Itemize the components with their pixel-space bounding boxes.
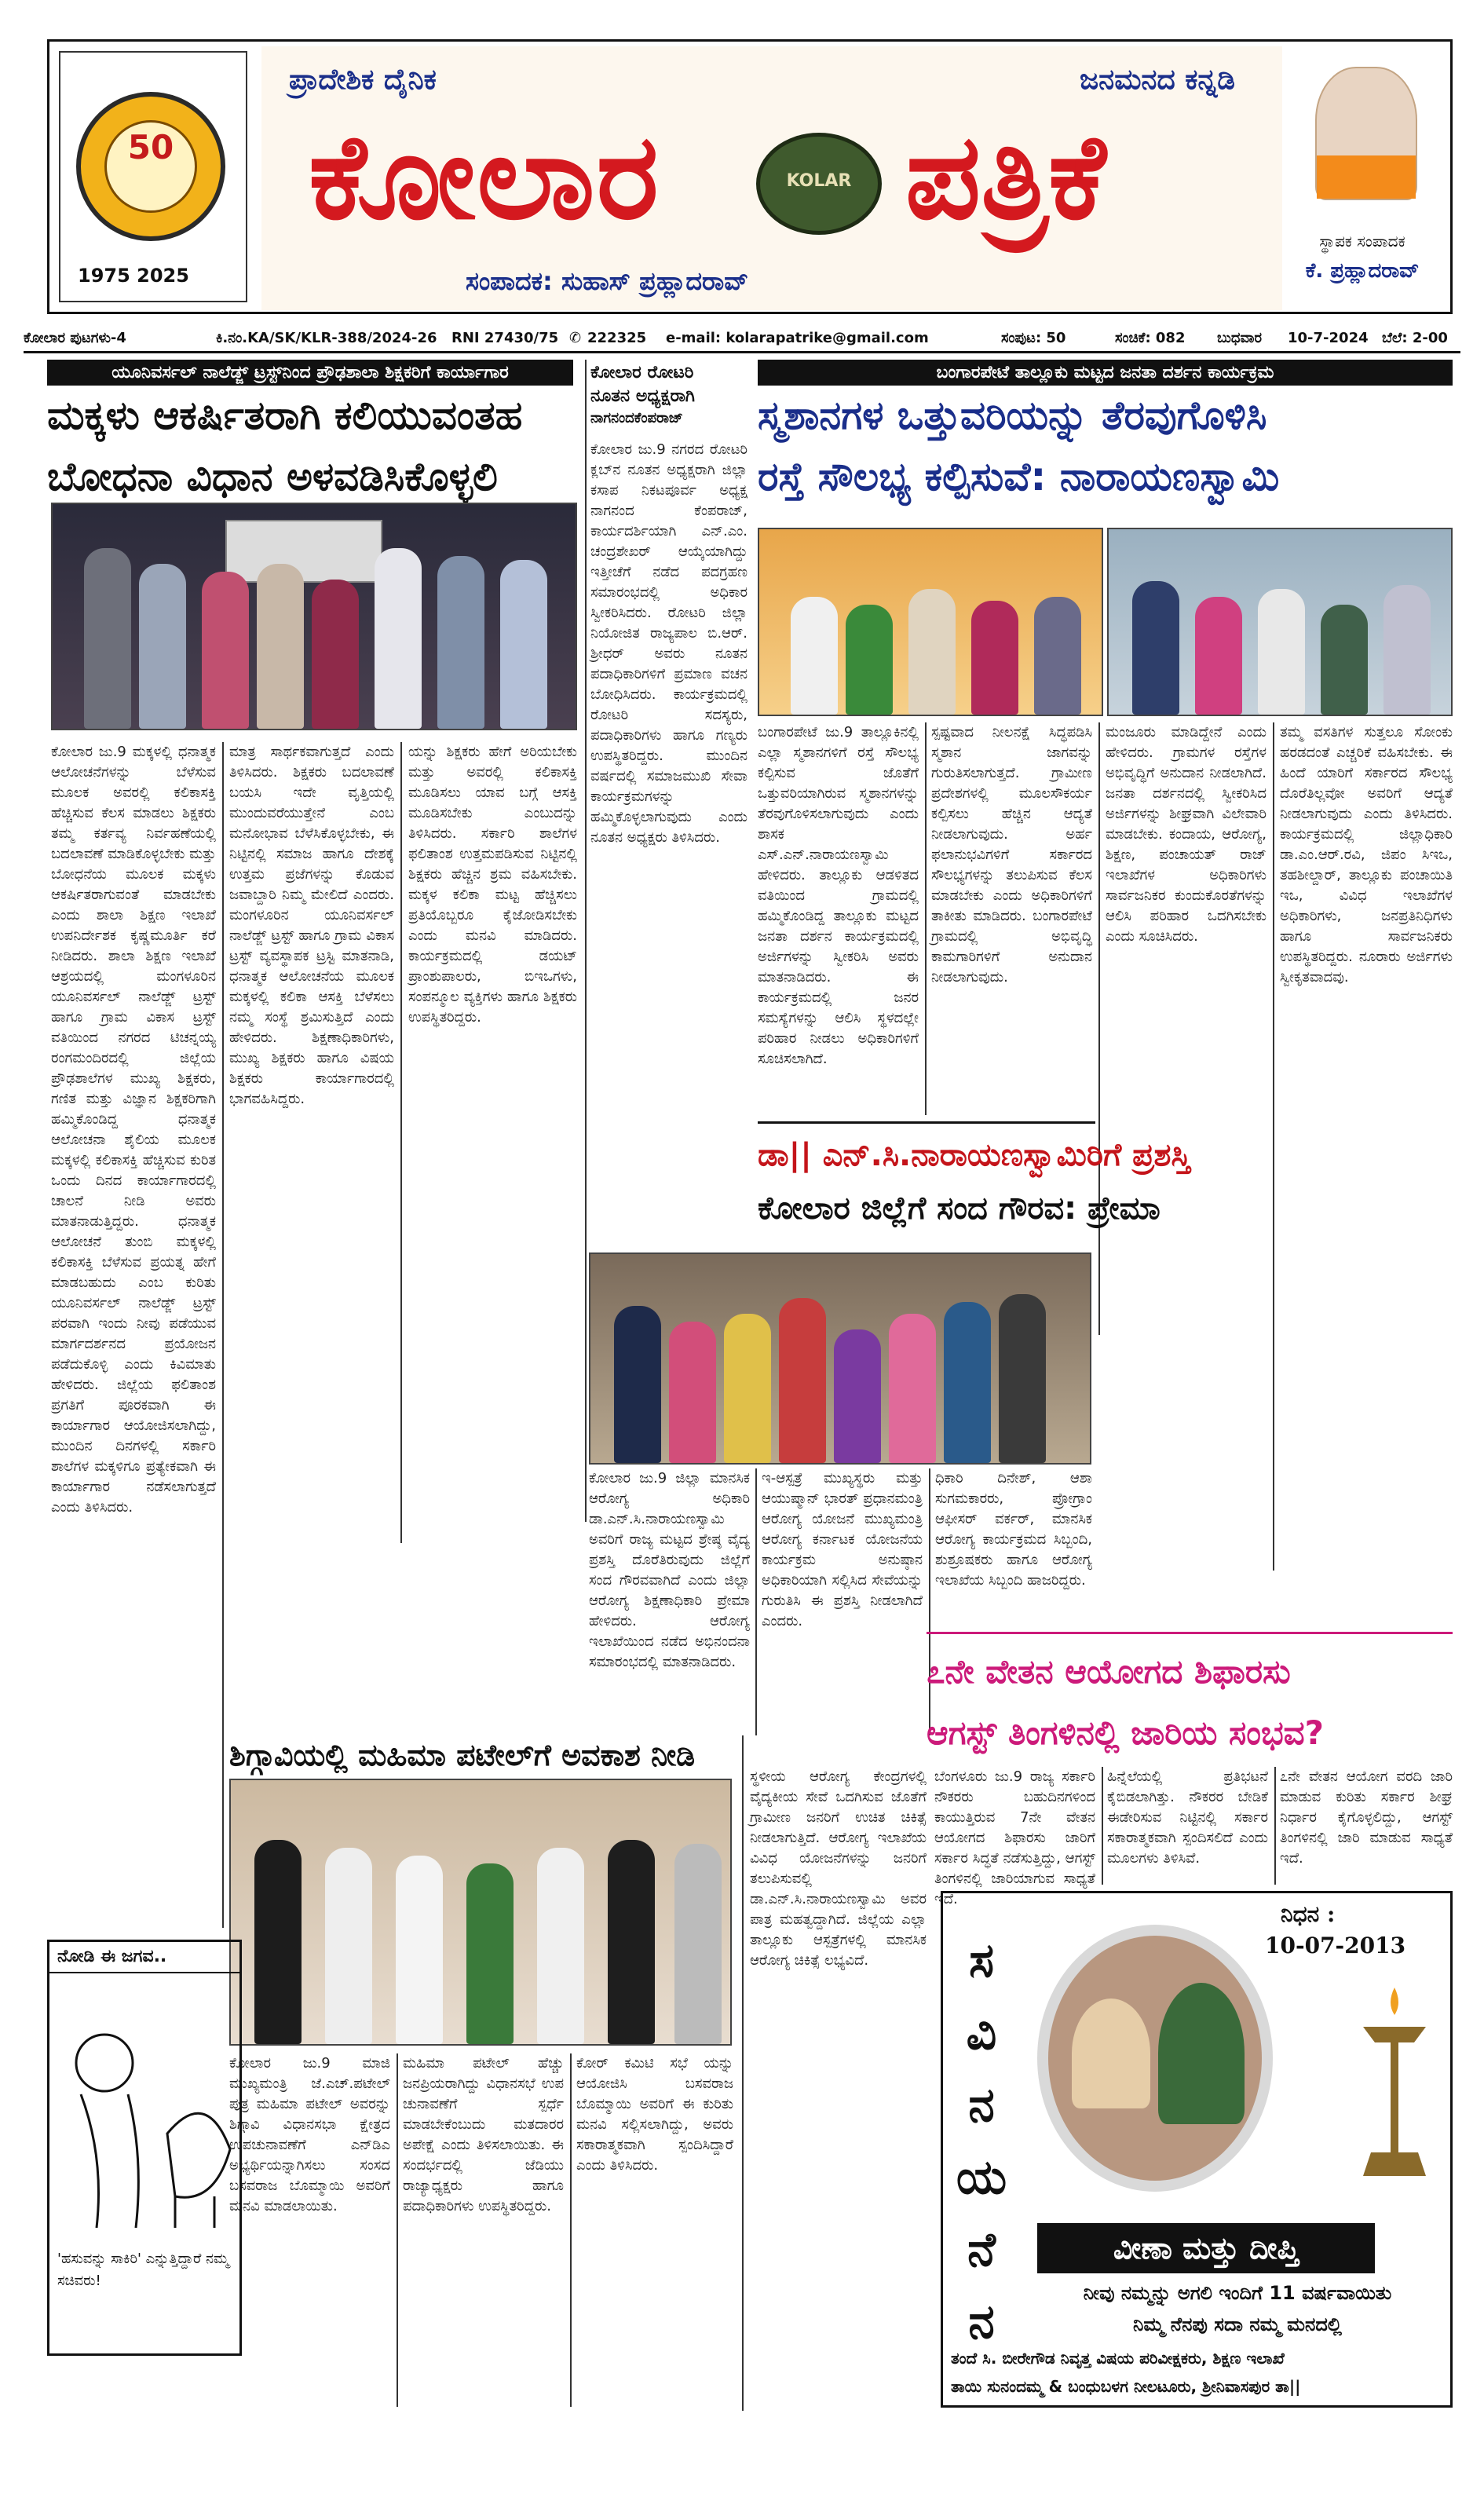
story2-col4: ತಮ್ಮ ವಸತಿಗಳ ಸುತ್ತಲೂ ಸೋಂಕು ಹರಡದಂತೆ ಎಚ್ಚರಿಕೆ ವಹಿಸಬೇಕು. ಈ ಹಿಂದೆ ಯಾರಿಗೆ ಸರ್ಕಾರದ ಸೌಲಭ್ಯ ದೊರೆತಿಲ್ಲವೋ ಅವರಿಗೆ ಆದ್ಯತೆ ನೀಡಲಾಗುವುದು ಎಂದು ತಿಳಿಸಿದರು. ಕಾರ್ಯಕ್ರಮದಲ್ಲಿ ಜಿಲ್ಲಾಧಿಕಾರಿ ಡಾ.ಎಂ.ಆರ್.ರವಿ, ಜಿಪಂ ಸಿಇಒ, ತಹಶೀಲ್ದಾರ್, ತಾಲ್ಲೂಕು ಪಂಚಾಯಿತಿ ಇಒ, ವಿವಿಧ ಇಲಾಖೆಗಳ ಅಧಿಕಾರಿಗಳು, ಜನಪ್ರತಿನಿಧಿಗಳು ಹಾಗೂ ಸಾರ್ವಜನಿಕರು ಉಪಸ್ಥಿತರಿದ್ದರು. ನೂರಾರು ಅರ್ಜಿಗಳು ಸ್ವೀಕೃತವಾದವು. <box>1280 724 1453 986</box>
story5-col1: ಬೆಂಗಳೂರು ಜು.9 ರಾಜ್ಯ ಸರ್ಕಾರಿ ನೌಕರರು ಬಹುದಿನಗಳಿಂದ ಕಾಯುತ್ತಿರುವ 7ನೇ ವೇತನ ಆಯೋಗದ ಶಿಫಾರಸು ಜಾರಿಗೆ ಸರ್ಕಾರ ಸಿದ್ಧತೆ ನಡೆಸುತ್ತಿದ್ದು, ಆಗಸ್ಟ್ ತಿಂಗಳಿನಲ್ಲಿ ಜಾರಿಯಾಗುವ ಸಾಧ್ಯತೆ ಇದೆ. <box>934 1768 1095 1907</box>
nameplate <box>261 46 1282 310</box>
memorial-date: 10-07-2013 <box>1265 1933 1406 1958</box>
registration: ಕಿ.ನಂ.KA/SK/KLR-388/2024-26 <box>216 330 437 346</box>
story3-headline-1: ಡಾ|| ಎನ್.ಸಿ.ನಾರಾಯಣಸ್ವಾಮಿರಿಗೆ ಪ್ರಶಸ್ತಿ <box>758 1137 1191 1173</box>
story3-photo <box>589 1252 1091 1465</box>
story4-col1: ಕೋಲಾರ ಜು.9 ಮಾಜಿ ಮುಖ್ಯಮಂತ್ರಿ ಜೆ.ಎಚ್.ಪಟೇಲ್ ಪುತ್ರ ಮಹಿಮಾ ಪಟೇಲ್ ಅವರನ್ನು ಶಿಗ್ಗಾವಿ ವಿಧಾನಸಭಾ ಕ್ಷೇತ್ರದ ಉಪಚುನಾವಣೆಗೆ ಎನ್‌ಡಿಎ ಅಭ್ಯರ್ಥಿಯನ್ನಾಗಿಸಲು ಸಂಸದ ಬಸವರಾಜ ಬೊಮ್ಮಾಯಿ ಅವರಿಗೆ ಮನವಿ ಮಾಡಲಾಯಿತು. <box>229 2055 390 2214</box>
story5-headline-1: ೭ನೇ ವೇತನ ಆಯೋಗದ ಶಿಫಾರಸು <box>927 1652 1291 1691</box>
rotary-kicker-3: ನಾಗನಂದಕೆಂಪರಾಜ್ <box>590 410 683 426</box>
story2-photo-1 <box>758 528 1103 716</box>
story2-col2: ಸ್ಪಷ್ಟವಾದ ನೀಲನಕ್ಷೆ ಸಿದ್ಧಪಡಿಸಿ ಸ್ಮಶಾನ ಜಾಗವನ್ನು ಗುರುತಿಸಲಾಗುತ್ತದೆ. ಗ್ರಾಮೀಣ ಪ್ರದೇಶಗಳಲ್ಲಿ ಮೂಲಸೌಕರ್ಯ ಕಲ್ಪಿಸಲು ಹೆಚ್ಚಿನ ಆದ್ಯತೆ ನೀಡಲಾಗುವುದು. ಅರ್ಹ ಫಲಾನುಭವಿಗಳಿಗೆ ಸರ್ಕಾರದ ಸೌಲಭ್ಯಗಳನ್ನು ತಲುಪಿಸುವ ಕೆಲಸ ಮಾಡಬೇಕು ಎಂದು ಅಧಿಕಾರಿಗಳಿಗೆ ತಾಕೀತು ಮಾಡಿದರು. ಬಂಗಾರಪೇಟೆ ಗ್ರಾಮದಲ್ಲಿ ಅಭಿವೃದ್ಧಿ ಕಾಮಗಾರಿಗಳಿಗೆ ಅನುದಾನ ನೀಡಲಾಗುವುದು. <box>931 724 1092 986</box>
volume: ಸಂಪುಟ: 50 <box>1001 330 1066 346</box>
memorial-footer-1: ತಂದೆ ಸಿ. ಬೀರೇಗೌಡ ನಿವೃತ್ತ ವಿಷಯ ಪರಿವೀಕ್ಷಕರು, ಶಿಕ್ಷಣ ಇಲಾಖೆ <box>951 2349 1285 2368</box>
story5-body: ಸ್ಥಳೀಯ ಆರೋಗ್ಯ ಕೇಂದ್ರಗಳಲ್ಲಿ ವೈದ್ಯಕೀಯ ಸೇವೆ ಒದಗಿಸುವ ಜೊತೆಗೆ ಗ್ರಾಮೀಣ ಜನರಿಗೆ ಉಚಿತ ಚಿಕಿತ್ಸೆ ನೀಡಲಾಗುತ್ತಿದೆ. ಆರೋಗ್ಯ ಇಲಾಖೆಯ ವಿವಿಧ ಯೋಜನೆಗಳನ್ನು ಜನರಿಗೆ ತಲುಪಿಸುವಲ್ಲಿ ಡಾ.ಎನ್.ಸಿ.ನಾರಾಯಣಸ್ವಾಮಿ ಅವರ ಪಾತ್ರ ಮಹತ್ವದ್ದಾಗಿದೆ. ಜಿಲ್ಲೆಯ ಎಲ್ಲಾ ತಾಲ್ಲೂಕು ಆಸ್ಪತ್ರೆಗಳಲ್ಲಿ ಮಾನಸಿಕ ಆರೋಗ್ಯ ಚಿಕಿತ್ಸೆ ಲಭ್ಯವಿದೆ. <box>750 1768 927 1969</box>
rotary-kicker-2: ನೂತನ ಅಧ್ಯಕ್ಷರಾಗಿ <box>590 386 695 406</box>
golden-jubilee-logo <box>59 51 247 302</box>
memorial-photo <box>1037 1925 1273 2192</box>
rotary-kicker-1: ಕೋಲಾರ ರೋಟರಿ <box>590 363 694 382</box>
oil-lamp-icon <box>1351 1980 1438 2184</box>
price: ಬೆಲೆ: 2-00 <box>1382 330 1448 346</box>
memorial-date-label: ನಿಧನ : <box>1281 1901 1336 1927</box>
story1-col1: ಕೋಲಾರ ಜು.9 ಮಕ್ಕಳಲ್ಲಿ ಧನಾತ್ಮಕ ಆಲೋಚನೆಗಳನ್ನು ಬೆಳೆಸುವ ಮೂಲಕ ಅವರಲ್ಲಿ ಕಲಿಕಾಸಕ್ತಿ ಹೆಚ್ಚಿಸುವ ಕೆಲಸ ಮಾಡಲು ಶಿಕ್ಷಕರು ತಮ್ಮ ಕರ್ತವ್ಯ ನಿರ್ವಹಣೆಯಲ್ಲಿ ಬದಲಾವಣೆ ಮಾಡಿಕೊಳ್ಳಬೇಕು ಮತ್ತು ಬೋಧನೆಯ ಮೂಲಕ ಮಕ್ಕಳು ಆಕರ್ಷಿತರಾಗುವಂತೆ ಮಾಡಬೇಕು ಎಂದು ಶಾಲಾ ಶಿಕ್ಷಣ ಇಲಾಖೆ ಉಪನಿರ್ದೇಶಕ ಕೃಷ್ಣಮೂರ್ತಿ ಕರೆ ನೀಡಿದರು. ಶಾಲಾ ಶಿಕ್ಷಣ ಇಲಾಖೆ ಆಶ್ರಯದಲ್ಲಿ ಮಂಗಳೂರಿನ ಯೂನಿವರ್ಸಲ್ ನಾಲೆಡ್ಜ್ ಟ್ರಸ್ಟ್ ಹಾಗೂ ಗ್ರಾಮ ವಿಕಾಸ ಟ್ರಸ್ಟ್ ವತಿಯಿಂದ ನಗರದ ಟಿಚನ್ನಯ್ಯ ರಂಗಮಂದಿರದಲ್ಲಿ ಜಿಲ್ಲೆಯ ಪ್ರೌಢಶಾಲೆಗಳ ಮುಖ್ಯ ಶಿಕ್ಷಕರು, ಗಣಿತ ಮತ್ತು ವಿಜ್ಞಾನ ಶಿಕ್ಷಕರಿಗಾಗಿ ಹಮ್ಮಿಕೊಂಡಿದ್ದ ಧನಾತ್ಮಕ ಆಲೋಚನಾ ಶೈಲಿಯ ಮೂಲಕ ಮಕ್ಕಳಲ್ಲಿ ಕಲಿಕಾಸಕ್ತಿ ಹೆಚ್ಚಿಸುವ ಕುರಿತ ಒಂದು ದಿನದ ಕಾರ್ಯಾಗಾರದಲ್ಲಿ ಚಾಲನೆ ನೀಡಿ ಅವರು ಮಾತನಾಡುತ್ತಿದ್ದರು. ಧನಾತ್ಮಕ ಆಲೋಚನೆ ತುಂಬಿ ಮಕ್ಕಳಲ್ಲಿ ಕಲಿಕಾಸಕ್ತಿ ಬೆಳೆಸುವ ಪ್ರಯತ್ನ ಹೇಗೆ ಮಾಡಬಹುದು ಎಂಬ ಕುರಿತು ಯೂನಿವರ್ಸಲ್ ನಾಲೆಡ್ಜ್ ಟ್ರಸ್ಟ್ ಪರವಾಗಿ ಇಂದು ನೀವು ಪಡೆಯುವ ಮಾರ್ಗದರ್ಶನದ ಪ್ರಯೋಜನ ಪಡೆದುಕೊಳ್ಳಿ ಎಂದು ಕಿವಿಮಾತು ಹೇಳಿದರು. ಜಿಲ್ಲೆಯ ಫಲಿತಾಂಶ ಪ್ರಗತಿಗೆ ಪೂರಕವಾಗಿ ಈ ಕಾರ್ಯಾಗಾರ ಆಯೋಜಿಸಲಾಗಿದ್ದು, ಮುಂದಿನ ದಿನಗಳಲ್ಲಿ ಸರ್ಕಾರಿ ಶಾಲೆಗಳ ಮಕ್ಕಳಿಗೂ ಪ್ರತ್ಯೇಕವಾಗಿ ಈ ಕಾರ್ಯಾಗಾರ ನಡೆಸಲಾಗುತ್ತದೆ ಎಂದು ತಿಳಿಸಿದರು. <box>51 744 216 1516</box>
memorial-footer-2: ತಾಯಿ ಸುನಂದಮ್ಮ & ಬಂಧುಬಳಗ ನೀಲಟೂರು, ಶ್ರೀನಿವಾಸಪುರ ತಾ|| <box>951 2377 1301 2396</box>
editor-line: ಸಂಪಾದಕ: ಸುಹಾಸ್ ಪ್ರಹ್ಲಾದರಾವ್ <box>466 266 749 296</box>
dateline-bar <box>24 324 1460 353</box>
phone: 222325 <box>587 330 647 346</box>
story1-col2: ಮಾತ್ರ ಸಾರ್ಥಕವಾಗುತ್ತದೆ ಎಂದು ತಿಳಿಸಿದರು. ಶಿಕ್ಷಕರು ಬದಲಾವಣೆ ಬಯಸಿ ಇದೇ ವೃತ್ತಿಯಲ್ಲಿ ಮುಂದುವರೆಯುತ್ತೇನೆ ಎಂಬ ಮನೋಭಾವ ಬೆಳೆಸಿಕೊಳ್ಳಬೇಕು, ಈ ನಿಟ್ಟಿನಲ್ಲಿ ಸಮಾಜ ಹಾಗೂ ದೇಶಕ್ಕೆ ಉತ್ತಮ ಪ್ರಜೆಗಳನ್ನು ಕೊಡುವ ಜವಾಬ್ದಾರಿ ನಿಮ್ಮ ಮೇಲಿದೆ ಎಂದರು. ಮಂಗಳೂರಿನ ಯೂನಿವರ್ಸಲ್ ನಾಲೆಡ್ಜ್ ಟ್ರಸ್ಟ್ ಹಾಗೂ ಗ್ರಾಮ ವಿಕಾಸ ಟ್ರಸ್ಟ್ ವ್ಯವಸ್ಥಾಪಕ ಟ್ರಸ್ಟಿ ಮಾತನಾಡಿ, ಧನಾತ್ಮಕ ಆಲೋಚನೆಯ ಮೂಲಕ ಮಕ್ಕಳಲ್ಲಿ ಕಲಿಕಾ ಆಸಕ್ತಿ ಬೆಳೆಸಲು ನಮ್ಮ ಸಂಸ್ಥೆ ಶ್ರಮಿಸುತ್ತಿದೆ ಎಂದು ಹೇಳಿದರು. ಶಿಕ್ಷಣಾಧಿಕಾರಿಗಳು, ಮುಖ್ಯ ಶಿಕ್ಷಕರು ಹಾಗೂ ವಿಷಯ ಶಿಕ್ಷಕರು ಕಾರ್ಯಾಗಾರದಲ್ಲಿ ಭಾಗವಹಿಸಿದ್ದರು. <box>229 744 394 1107</box>
rni: RNI 27430/75 <box>451 330 559 346</box>
issue: ಸಂಚಿಕೆ: 082 <box>1115 330 1186 346</box>
phone-icon: ✆ <box>569 330 582 346</box>
story1-col3: ಯನ್ನು ಶಿಕ್ಷಕರು ಹೇಗೆ ಅರಿಯಬೇಕು ಮತ್ತು ಅವರಲ್ಲಿ ಕಲಿಕಾಸಕ್ತಿ ಮೂಡಿಸಲು ಯಾವ ಬಗ್ಗೆ ಆಸಕ್ತಿ ಮೂಡಿಸಬೇಕು ಎಂಬುದನ್ನು ತಿಳಿಸಿದರು. ಸರ್ಕಾರಿ ಶಾಲೆಗಳ ಫಲಿತಾಂಶ ಉತ್ತಮಪಡಿಸುವ ನಿಟ್ಟಿನಲ್ಲಿ ಶಿಕ್ಷಕರು ಹೆಚ್ಚಿನ ಶ್ರಮ ವಹಿಸಬೇಕು. ಮಕ್ಕಳ ಕಲಿಕಾ ಮಟ್ಟ ಹೆಚ್ಚಿಸಲು ಪ್ರತಿಯೊಬ್ಬರೂ ಕೈಜೋಡಿಸಬೇಕು ಎಂದು ಮನವಿ ಮಾಡಿದರು. ಕಾರ್ಯಕ್ರಮದಲ್ಲಿ ಡಯಟ್ ಪ್ರಾಂಶುಪಾಲರು, ಬಿಇಒಗಳು, ಸಂಪನ್ಮೂಲ ವ್ಯಕ್ತಿಗಳು ಹಾಗೂ ಶಿಕ್ಷಕರು ಉಪಸ್ಥಿತರಿದ್ದರು. <box>408 744 577 1026</box>
story1-headline-1: ಮಕ್ಕಳು ಆಕರ್ಷಿತರಾಗಿ ಕಲಿಯುವಂತಹ <box>47 393 523 438</box>
story2-col3: ಮಂಜೂರು ಮಾಡಿದ್ದೇನೆ ಎಂದು ಹೇಳಿದರು. ಗ್ರಾಮಗಳ ರಸ್ತೆಗಳ ಅಭಿವೃದ್ಧಿಗೆ ಅನುದಾನ ನೀಡಲಾಗಿದೆ. ಜನತಾ ದರ್ಶನದಲ್ಲಿ ಸ್ವೀಕರಿಸಿದ ಅರ್ಜಿಗಳನ್ನು ಶೀಘ್ರವಾಗಿ ವಿಲೇವಾರಿ ಮಾಡಬೇಕು. ಕಂದಾಯ, ಆರೋಗ್ಯ, ಶಿಕ್ಷಣ, ಪಂಚಾಯತ್ ರಾಜ್ ಇಲಾಖೆಗಳ ಅಧಿಕಾರಿಗಳು ಸಾರ್ವಜನಿಕರ ಕುಂದುಕೊರತೆಗಳನ್ನು ಆಲಿಸಿ ಪರಿಹಾರ ಒದಗಿಸಬೇಕು ಎಂದು ಸೂಚಿಸಿದರು. <box>1106 724 1267 945</box>
story2-headline-2: ರಸ್ತೆ ಸೌಲಭ್ಯ ಕಲ್ಪಿಸುವೆ: ನಾರಾಯಣಸ್ವಾಮಿ <box>758 454 1280 499</box>
story2-headline-1: ಸ್ಮಶಾನಗಳ ಒತ್ತುವರಿಯನ್ನು ತೆರವುಗೊಳಿಸಿ <box>758 393 1267 438</box>
memorial-names: ವೀಣಾ ಮತ್ತು ದೀಪ್ತಿ <box>1037 2223 1375 2273</box>
memorial-vertical-text: ಸ ವಿ ನ ಯ ನೆ ನ <box>956 1933 1007 2350</box>
memorial-ad <box>941 1891 1453 2408</box>
tagline-left: ಪ್ರಾದೇಶಿಕ ದೈನಿಕ <box>289 64 437 96</box>
tagline-right: ಜನಮನದ ಕನ್ನಡಿ <box>1079 64 1235 96</box>
paper-title-left: ಕೋಲಾರ <box>309 109 660 246</box>
story4-col3: ಕೋರ್ ಕಮಿಟಿ ಸಭೆ ಯನ್ನು ಆಯೋಜಿಸಿ ಬಸವರಾಜ ಬೊಮ್ಮಾಯಿ ಅವರಿಗೆ ಈ ಕುರಿತು ಮನವಿ ಸಲ್ಲಿಸಲಾಗಿದ್ದು, ಅವರು ಸಕಾರಾತ್ಮಕವಾಗಿ ಸ್ಪಂದಿಸಿದ್ದಾರೆ ಎಂದು ತಿಳಿಸಿದರು. <box>576 2055 733 2174</box>
story2-col1: ಬಂಗಾರಪೇಟೆ ಜು.9 ತಾಲ್ಲೂಕಿನಲ್ಲಿ ಎಲ್ಲಾ ಸ್ಮಶಾನಗಳಿಗೆ ರಸ್ತೆ ಸೌಲಭ್ಯ ಕಲ್ಪಿಸುವ ಜೊತೆಗೆ ಒತ್ತುವರಿಯಾಗಿರುವ ಸ್ಮಶಾನಗಳನ್ನು ತೆರವುಗೊಳಿಸಲಾಗುವುದು ಎಂದು ಶಾಸಕ ಎಸ್.ಎನ್.ನಾರಾಯಣಸ್ವಾಮಿ ಹೇಳಿದರು. ತಾಲ್ಲೂಕು ಆಡಳಿತದ ವತಿಯಿಂದ ಗ್ರಾಮದಲ್ಲಿ ಹಮ್ಮಿಕೊಂಡಿದ್ದ ತಾಲ್ಲೂಕು ಮಟ್ಟದ ಜನತಾ ದರ್ಶನ ಕಾರ್ಯಕ್ರಮದಲ್ಲಿ ಅರ್ಜಿಗಳನ್ನು ಸ್ವೀಕರಿಸಿ ಅವರು ಮಾತನಾಡಿದರು. ಈ ಕಾರ್ಯಕ್ರಮದಲ್ಲಿ ಜನರ ಸಮಸ್ಯೆಗಳನ್ನು ಆಲಿಸಿ ಸ್ಥಳದಲ್ಲೇ ಪರಿಹಾರ ನೀಡಲು ಅಧಿಕಾರಿಗಳಿಗೆ ಸೂಚಿಸಲಾಗಿದೆ. <box>758 724 919 1067</box>
cartoon-caption: 'ಹಸುವನ್ನು ಸಾಕಿರಿ' ಎನ್ನುತ್ತಿದ್ದಾರೆ ನಮ್ಮ ಸಚಿವರು! <box>57 2251 229 2289</box>
email: e-mail: kolarapatrike@gmail.com <box>666 330 929 346</box>
story4-col2: ಮಹಿಮಾ ಪಟೇಲ್ ಹೆಚ್ಚು ಜನಪ್ರಿಯರಾಗಿದ್ದು ವಿಧಾನಸಭೆ ಉಪ ಚುನಾವಣೆಗೆ ಸ್ಪರ್ಧೆ ಮಾಡಬೇಕೆಂಬುದು ಮತದಾರರ ಅಪೇಕ್ಷೆ ಎಂದು ತಿಳಿಸಲಾಯಿತು. ಈ ಸಂದರ್ಭದಲ್ಲಿ ಜೆಡಿಯು ರಾಜ್ಯಾಧ್ಯಕ್ಷರು ಹಾಗೂ ಪದಾಧಿಕಾರಿಗಳು ಉಪಸ್ಥಿತರಿದ್ದರು. <box>403 2055 564 2214</box>
founder-box <box>1284 51 1441 302</box>
story3-col1: ಕೋಲಾರ ಜು.9 ಜಿಲ್ಲಾ ಮಾನಸಿಕ ಆರೋಗ್ಯ ಅಧಿಕಾರಿ ಡಾ.ಎನ್.ಸಿ.ನಾರಾಯಣಸ್ವಾಮಿ ಅವರಿಗೆ ರಾಜ್ಯ ಮಟ್ಟದ ಶ್ರೇಷ್ಠ ವೈದ್ಯ ಪ್ರಶಸ್ತಿ ದೊರೆತಿರುವುದು ಜಿಲ್ಲೆಗೆ ಸಂದ ಗೌರವವಾಗಿದೆ ಎಂದು ಜಿಲ್ಲಾ ಆರೋಗ್ಯ ಶಿಕ್ಷಣಾಧಿಕಾರಿ ಪ್ರೇಮಾ ಹೇಳಿದರು. ಆರೋಗ್ಯ ಇಲಾಖೆಯಿಂದ ನಡೆದ ಅಭಿನಂದನಾ ಸಮಾರಂಭದಲ್ಲಿ ಮಾತನಾಡಿದರು. <box>589 1470 750 1670</box>
story4-photo <box>229 1779 732 2046</box>
story1-kicker: ಯೂನಿವರ್ಸಲ್ ನಾಲೆಡ್ಜ್ ಟ್ರಸ್ಟ್‌ನಿಂದ ಪ್ರೌಢಶಾಲಾ ಶಿಕ್ಷಕರಿಗೆ ಕಾರ್ಯಾಗಾರ <box>47 360 573 386</box>
founder-caption: ಸ್ಥಾಪಕ ಸಂಪಾದಕ <box>1319 232 1405 251</box>
story5-headline-2: ಆಗಸ್ಟ್ ತಿಂಗಳಿನಲ್ಲಿ ಜಾರಿಯ ಸಂಭವ? <box>927 1713 1324 1752</box>
story1-headline-2: ಬೋಧನಾ ವಿಧಾನ ಅಳವಡಿಸಿಕೊಳ್ಳಲಿ <box>47 454 498 499</box>
memorial-line-1: ನೀವು ನಮ್ಮನ್ನು ಅಗಲಿ ಇಂದಿಗೆ 11 ವರ್ಷವಾಯಿತು <box>1083 2282 1392 2304</box>
date: 10-7-2024 <box>1288 330 1369 346</box>
story5-col2: ಹಿನ್ನೆಲೆಯಲ್ಲಿ ಪ್ರತಿಭಟನೆ ಕೈಬಿಡಲಾಗಿತ್ತು. ನೌಕರರ ಬೇಡಿಕೆ ಈಡೇರಿಸುವ ನಿಟ್ಟಿನಲ್ಲಿ ಸರ್ಕಾರ ಸಕಾರಾತ್ಮಕವಾಗಿ ಸ್ಪಂದಿಸಲಿದೆ ಎಂದು ಮೂಲಗಳು ತಿಳಿಸಿವೆ. <box>1107 1768 1268 1867</box>
story3-col3: ಧಿಕಾರಿ ದಿನೇಶ್, ಆಶಾ ಸುಗಮಕಾರರು, ಪ್ರೋಗ್ರಾಂ ಆಫೀಸರ್ ವರ್ಕರ್, ಮಾನಸಿಕ ಆರೋಗ್ಯ ಕಾರ್ಯಕ್ರಮದ ಸಿಬ್ಬಂದಿ, ಶುಶ್ರೂಷಕರು ಹಾಗೂ ಆರೋಗ್ಯ ಇಲಾಖೆಯ ಸಿಬ್ಬಂದಿ ಹಾಜರಿದ್ದರು. <box>935 1470 1092 1589</box>
paper-title-right: ಪತ್ರಿಕೆ <box>905 109 1106 246</box>
founder-name: ಕೆ. ಪ್ರಹ್ಲಾದರಾವ್ <box>1305 259 1420 283</box>
story3-headline-2: ಕೋಲಾರ ಜಿಲ್ಲೆಗೆ ಸಂದ ಗೌರವ: ಪ್ರೇಮಾ <box>758 1190 1161 1227</box>
story2-kicker: ಬಂಗಾರಪೇಟೆ ತಾಲ್ಲೂಕು ಮಟ್ಟದ ಜನತಾ ದರ್ಶನ ಕಾರ್ಯಕ್ರಮ <box>758 360 1453 386</box>
seal-number: 50 <box>127 128 174 166</box>
story1-photo <box>51 503 577 730</box>
elephant-emblem-icon: KOLAR <box>756 133 882 235</box>
rotary-body: ಕೋಲಾರ ಜು.9 ನಗರದ ರೋಟರಿ ಕ್ಲಬ್‌ನ ನೂತನ ಅಧ್ಯಕ್ಷರಾಗಿ ಜಿಲ್ಲಾ ಕಸಾಪ ನಿಕಟಪೂರ್ವ ಅಧ್ಯಕ್ಷ ನಾಗನಂದ ಕೆಂಪರಾಜ್, ಕಾರ್ಯದರ್ಶಿಯಾಗಿ ಎನ್.ಎಂ. ಚಂದ್ರಶೇಖರ್ ಆಯ್ಕೆಯಾಗಿದ್ದು ಇತ್ತೀಚೆಗೆ ನಡೆದ ಪದಗ್ರಹಣ ಸಮಾರಂಭದಲ್ಲಿ ಅಧಿಕಾರ ಸ್ವೀಕರಿಸಿದರು. ರೋಟರಿ ಜಿಲ್ಲಾ ನಿಯೋಜಿತ ರಾಜ್ಯಪಾಲ ಬಿ.ಆರ್. ಶ್ರೀಧರ್ ಅವರು ನೂತನ ಪದಾಧಿಕಾರಿಗಳಿಗೆ ಪ್ರಮಾಣ ವಚನ ಬೋಧಿಸಿದರು. ಕಾರ್ಯಕ್ರಮದಲ್ಲಿ ರೋಟರಿ ಸದಸ್ಯರು, ಪದಾಧಿಕಾರಿಗಳು ಹಾಗೂ ಗಣ್ಯರು ಉಪಸ್ಥಿತರಿದ್ದರು. ಮುಂದಿನ ವರ್ಷದಲ್ಲಿ ಸಮಾಜಮುಖಿ ಸೇವಾ ಕಾರ್ಯಕ್ರಮಗಳನ್ನು ಹಮ್ಮಿಕೊಳ್ಳಲಾಗುವುದು ಎಂದು ನೂತನ ಅಧ್ಯಕ್ಷರು ತಿಳಿಸಿದರು. <box>590 441 747 846</box>
edition: ಕೋಲಾರ ಪುಟಗಳು-4 <box>24 330 126 346</box>
story2-photo-2 <box>1107 528 1453 716</box>
founder-photo <box>1315 67 1417 200</box>
cartoon-box <box>47 1940 242 2356</box>
seal-icon <box>76 92 225 241</box>
cartoon-title: ನೋಡಿ ಈ ಜಗವ.. <box>49 1942 239 1973</box>
cartoon-drawing <box>49 1977 241 2236</box>
story4-headline: ಶಿಗ್ಗಾವಿಯಲ್ಲಿ ಮಹಿಮಾ ಪಟೇಲ್‌ಗೆ ಅವಕಾಶ ನೀಡಿ <box>229 1738 696 1772</box>
masthead <box>47 39 1453 314</box>
seal-years: 1975 2025 <box>78 265 189 287</box>
story5-col3: ೭ನೇ ವೇತನ ಆಯೋಗ ವರದಿ ಜಾರಿ ಮಾಡುವ ಕುರಿತು ಸರ್ಕಾರ ಶೀಘ್ರ ನಿರ್ಧಾರ ಕೈಗೊಳ್ಳಲಿದ್ದು, ಆಗಸ್ಟ್ ತಿಂಗಳಿನಲ್ಲಿ ಜಾರಿ ಮಾಡುವ ಸಾಧ್ಯತೆ ಇದೆ. <box>1280 1768 1453 1867</box>
memorial-line-2: ನಿಮ್ಮ ನೆನಪು ಸದಾ ನಮ್ಮ ಮನದಲ್ಲಿ <box>1132 2313 1342 2335</box>
banner <box>225 520 382 583</box>
story3-col2: ಇ-ಆಸ್ಪತ್ರೆ ಮುಖ್ಯಸ್ಥರು ಮತ್ತು ಆಯುಷ್ಮಾನ್ ಭಾರತ್ ಪ್ರಧಾನಮಂತ್ರಿ ಆರೋಗ್ಯ ಯೋಜನೆ ಮುಖ್ಯಮಂತ್ರಿ ಆರೋಗ್ಯ ಕರ್ನಾಟಕ ಯೋಜನೆಯ ಕಾರ್ಯಕ್ರಮ ಅನುಷ್ಠಾನ ಅಧಿಕಾರಿಯಾಗಿ ಸಲ್ಲಿಸಿದ ಸೇವೆಯನ್ನು ಗುರುತಿಸಿ ಈ ಪ್ರಶಸ್ತಿ ನೀಡಲಾಗಿದೆ ಎಂದರು. <box>762 1470 923 1629</box>
weekday: ಬುಧವಾರ <box>1217 330 1262 346</box>
